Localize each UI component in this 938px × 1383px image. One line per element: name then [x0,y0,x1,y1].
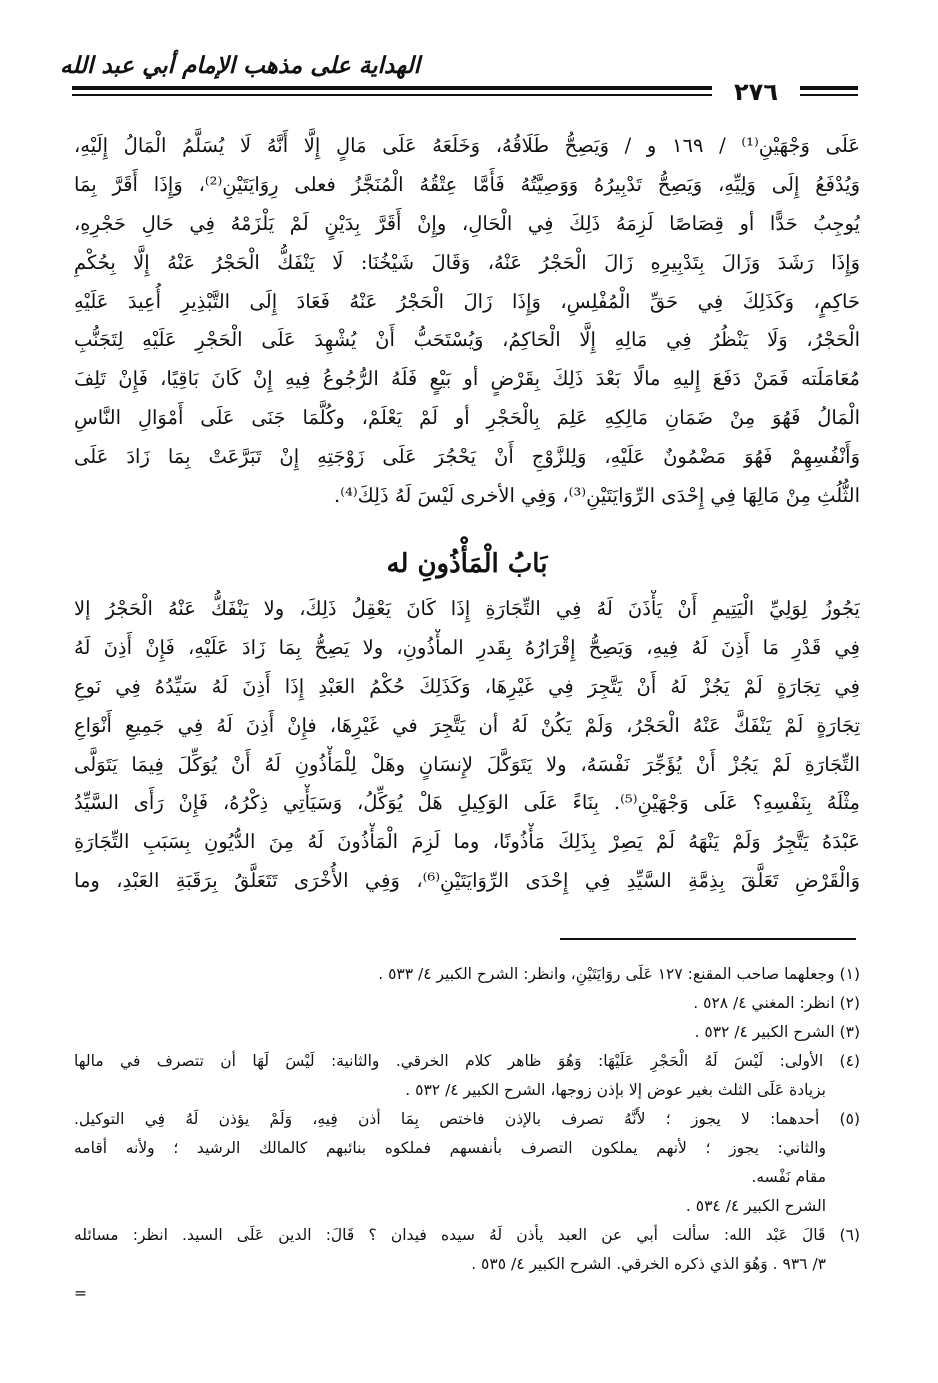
text-line: فِي تِجَارَةٍ لَمْ يَجُزْ لَهُ أَنْ يَتَّجِرَ فِي غَيْرِهَا، وَكَذَلِكَ حُكْمُ العَبْدِ إِذَا أَذِنَ لَهُ سَيِّدُهُ فِي نَوعِ [74,674,860,698]
text-line: وَالْقَرْضِ تَعَلَّقَ بِذِمَّةِ السَّيِّدِ فِي إِحْدَى الرِّوَايَتَيْنِ⁽⁶⁾، وَفِي الأُخْرَى تَتَعَلَّقُ بِرَقَبَةِ العَبْدِ، وما [74,869,860,893]
footnote-line: (٦) قَالَ عَبْد الله: سألت أبي عن العبد يأذن لَهُ سيده فيدان ؟ قَالَ: الدين عَلَى السيد. انظر: مسائله [74,1226,860,1244]
footnote-line: ٣/ ٩٣٦ . وَهُوَ الذي ذكره الخرقي. الشرح الكبير ٤/ ٥٣٥ . [471,1255,826,1273]
footnote-line: (٢) انظر: المغني ٤/ ٥٢٨ . [693,994,860,1012]
footnote-line: مقام نَفْسه. [751,1168,826,1186]
text-line: يُوجِبُ حَدًّا أو قِصَاصًا لَزِمَهُ ذَلِكَ فِي الْحَالِ، وإِنْ أَقَرَّ بِدَيْنٍ لَمْ يَلْزَمْهُ فِي حَالِ حَجْرِهِ، [74,211,860,235]
header-rule [72,94,712,96]
main-text-section-2 [74,590,860,901]
text-line: الْمَالُ فَهُوَ مِنْ ضَمَانِ مَالِكِهِ عَلِمَ بِالْحَجْرِ أو لَمْ يَعْلَمْ، وكُلَّمَا جَنَى عَلَى أَمْوَالِ النَّاسِ [74,406,860,430]
text-line: مُعَامَلَته فَمَنْ دَفَعَ إِليهِ مالًا بَعْدَ ذَلِكَ بِقَرْضٍ أو بَيْعٍ فَلَهُ الرُّجُوعُ فِيهِ إِنْ كَانَ بَاقِيًا، فَإِنْ تَلِفَ [74,367,860,391]
running-title: الهداية على مذهب الإمام أبي عبد الله [60,52,420,79]
header-rule [72,86,712,90]
text-line: التِّجَارَةِ لَمْ يَجُزْ أَنْ يُؤَجِّرَ نَفْسَهُ، ولا يَتَوَكَّلَ لإِنسَانٍ وهَلْ لِلْمَأْذُونِ لَهُ أَنْ يُوَكِّلَ فِيمَا يَتَوَلَّى [74,752,860,776]
text-line: يَجُوزُ لِوَلِيِّ الْيَتِيمِ أَنْ يَأْذَنَ لَهُ فِي التِّجَارَةِ إِذَا كَانَ يَعْقِلُ ذَلِكَ، ولا يَنْفَكُّ عَنْهُ الْحَجْرُ إلا [74,597,860,620]
footnote-line: (٥) أحدهما: لا يجوز ؛ لأَنَّهُ تصرف بالإذن فاختص بِمَا أذن فِيهِ، وَلَمْ يؤذن لَهُ فِي التوكيل. [74,1110,860,1128]
footnote-line: بزيادة عَلَى الثلث بغير عوض إلا بإذن زوجها، الشرح الكبير ٤/ ٥٣٢ . [405,1081,826,1099]
footnotes [74,960,860,1308]
text-line: وَأَنْفُسِهِمْ فَهُوَ مَضْمُونٌ عَلَيْهِ، وَلِلزَّوْجِ أَنْ يَحْجُرَ عَلَى زَوْجَتِهِ إِنْ تَبَرَّعَتْ بِمَا زَادَ عَلَى [74,445,860,469]
text-line: فِي قَدْرِ مَا أَذِنَ لَهُ فِيهِ، وَيَصِحُّ إِقْرَارُهُ بِقَدرِ المأْذُونِ، ولا يَصِحُّ بِمَا زَادَ عَلَيْهِ، فَإِنْ أَذِنَ لَهُ [74,635,860,659]
footnote-line: الشرح الكبير ٤/ ٥٣٤ . [685,1197,826,1215]
text-line: مِثْلَهُ بِنَفْسِهِ؟ عَلَى وَجْهَيْنِ⁽⁵⁾. بِنَاءً عَلَى الوَكِيلِ هَلْ يُوَكِّلُ، وَسَيَأْتِي ذِكْرُهُ، فَإِنْ رَأَى السَّيِّدُ [74,791,860,815]
text-line: وَإِذَا رَشَدَ وَزَالَ بِتَدْبِيرِهِ زَالَ الْحَجْرُ عَنْهُ، وَقَالَ شَيْخُنَا: لَا يَنْفَكُّ الْحَجْرُ عَنْهُ إِلَّا بِحُكْمِ [74,250,860,274]
text-line: حَاكِمٍ، وَكَذَلِكَ فِي حَقِّ الْمُفْلِسِ، وَإِذَا زَالَ الْحَجْرُ عَنْهُ فَعَادَ إِلَى التَّبْذِيرِ أُعِيدَ عَلَيْهِ [74,289,860,313]
footnote-line: = [74,1284,87,1302]
footnote-line: (٣) الشرح الكبير ٤/ ٥٣٢ . [694,1023,860,1041]
text-line: عَلَى وَجْهَيْنِ⁽¹⁾ / ١٦٩ و / وَيَصِحُّ طَلَاقُهُ، وَخَلَعَهُ عَلَى مَالٍ إِلَّا أَنَّهُ لَا يُسَلَّمُ الْمَالُ إِلَيْهِ، [74,134,860,157]
footnote-line: والثاني: يجوز ؛ لأنهم يملكون التصرف بأنفسهم فملكوه بنائبهم كالمالك الرشيد ؛ ولأنه أقامه [74,1139,826,1157]
page-number: ٢٧٦ [734,78,778,106]
footnote-line: (٤) الأولى: لَيْسَ لَهُ الْحَجْرِ عَلَيْهَا: وَهُوَ ظاهر كلام الخرقي. والثانية: لَيْسَ لَهَا أن تتصرف في مالها [74,1052,860,1070]
text-line: تِجَارَةٍ لَمْ يَنْفَكَّ عَنْهُ الْحَجْرُ، وَلَمْ يَكُنْ لَهُ أن يَتَّجِرَ في غَيْرِهَا، فإِنْ أَذِنَ لَهُ فِي جَمِيعِ أَنْوَاعِ [74,713,860,737]
text-line: الثُّلُثِ مِنْ مَالِهَا فِي إِحْدَى الرِّوَايَتَيْنِ⁽³⁾، وَفِي الأخرى لَيْسَ لَهُ ذَلِكَ⁽⁴⁾. [334,484,860,508]
chapter-title: بَابُ الْمَأْذُونِ له [386,549,548,579]
header-rule [800,86,858,90]
footnote-separator [560,938,856,940]
text-line: الْحَجْرُ، وَلَا يَنْظُرُ فِي مَالِهِ إِلَّا الْحَاكِمُ، وَيُسْتَحَبُّ أَنْ يُشْهِدَ عَلَى الْحَجْرِ عَلَيْهِ لِتَجَنُّبِ [74,328,860,352]
footnote-line: (١) وجعلهما صاحب المقنع: ١٢٧ عَلَى روَايَتَيْنِ، وانظر: الشرح الكبير ٤/ ٥٣٣ . [378,965,860,983]
text-line: عَبْدَهُ يَتَّجِرُ وَلَمْ يَنْهَهُ لَمْ يَصِرْ بِذَلِكَ مَأْذُونًا، وما لَزِمَ الْمَأْذُونَ لَهُ مِنَ الدُّيُونِ بِسَبَبِ التِّجَارَةِ [74,830,860,854]
main-text-section-1 [74,127,860,516]
text-line: وَيُدْفَعُ إِلَى وَلِيِّهِ، وَيَصِحُّ تَدْبِيرُهُ وَوَصِيَّتُهُ فَأَمَّا عِتْقُهُ الْمُنَجَّزُ فعلى رِوَايَتَيْنِ⁽²⁾، وَإِذَا أَقَرَّ بِمَا [74,172,860,196]
header-rule [800,94,858,96]
